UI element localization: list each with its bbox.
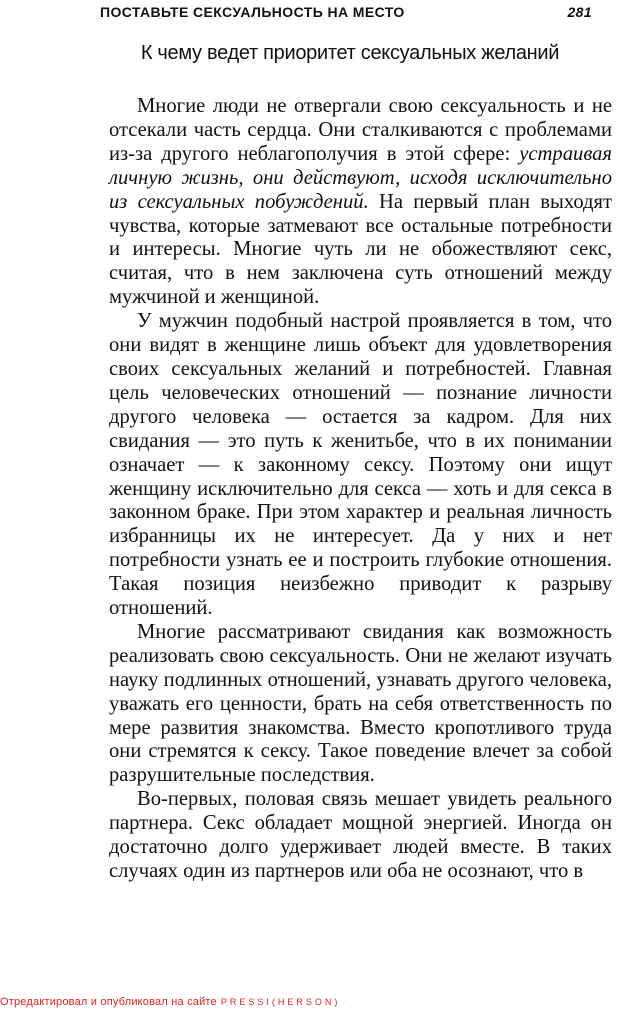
footer-site-name: PRESSI(HERSON) — [220, 997, 341, 1007]
paragraph-2: У мужчин подобный настрой проявляется в том, что они видят в женщине лишь объект для удовлетворения своих сексуальных желаний и потребностей. Главная цель человеческих отношений — познание личности другого человека — остается за кадром. Для них свидания — это путь к женитьбе, что в их понимании означает — к законному сексу. Поэтому они ищут женщину исключительно для секса — хоть и для секса в законном браке. При этом характер и реальная личность избранницы их не интересует. Да у них и нет потребности узнать ее и построить глубокие отношения. Такая позиция неизбежно приводит к разрыву отношений. — [109, 310, 612, 620]
footer-credit-text: Отредактировал и опубликовал на сайте — [0, 996, 217, 1008]
footer-credit — [0, 996, 340, 1008]
paragraph-3: Многие рассматривают свидания как возможность реализовать свою сексуальность. Они не желают изучать науку подлинных отношений, узнавать другого человека, уважать его ценности, брать на себя ответственность по мере развития знакомства. Вместо кропотливого труда они стремятся к сексу. Такое поведение влечет за собой разрушительные последствия. — [109, 620, 612, 787]
section-title: К чему ведет приоритет сексуальных желаний — [140, 42, 560, 64]
paragraph-4: Во-первых, половая связь мешает увидеть реального партнера. Секс обладает мощной энергией. Иногда он достаточно долго удерживает людей вместе. В таких случаях один из партнеров или оба не осознают, что в — [109, 788, 612, 882]
body-text — [109, 95, 612, 884]
running-head-title: ПОСТАВЬТЕ СЕКСУАЛЬНОСТЬ НА МЕСТО — [100, 4, 405, 20]
paragraph-1-emphasis: устраивая личную жизнь, они действуют, исходя исключительно из сексуальных побуждений. — [109, 142, 612, 213]
paragraph-1-text: Многие люди не отвергали свою сексуальность и не отсекали часть сердца. Они сталкиваются с проблемами из-за другого неблагополучия в этой сфере: — [109, 95, 612, 165]
paragraph-1 — [109, 95, 612, 310]
page-number: 281 — [567, 4, 592, 20]
running-head — [100, 2, 600, 24]
paragraph-1-text-cont: На первый план выходят чувства, которые затмевают все остальные потребности и интересы. Многие чуть ли не обожествляют секс, считая, что в нем заключена суть отношений между мужчиной и женщиной. — [109, 190, 612, 309]
